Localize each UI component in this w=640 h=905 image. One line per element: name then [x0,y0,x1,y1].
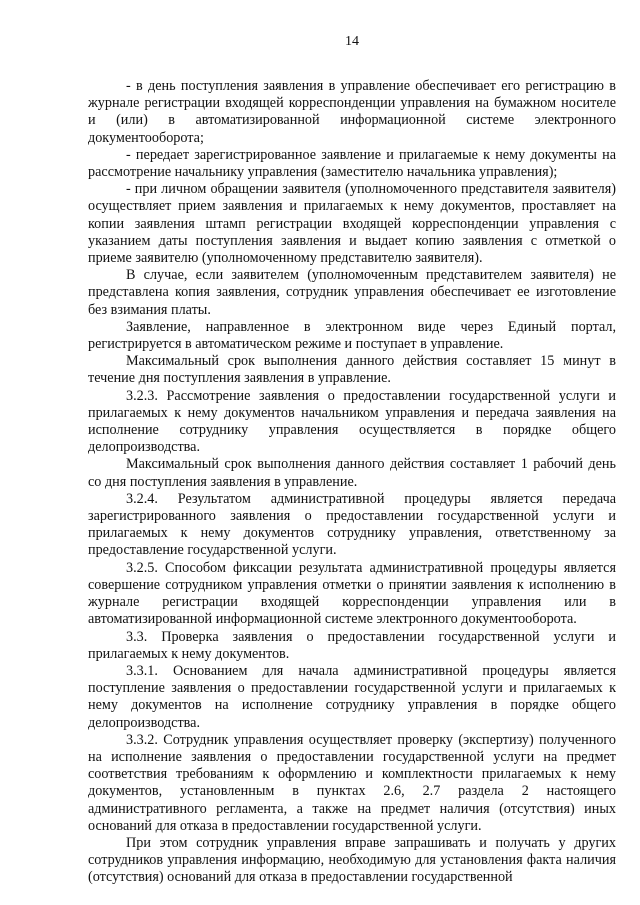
paragraph: Заявление, направленное в электронном виде через Единый портал, регистрируется в автоматическом режиме и поступает в управление. [88,318,616,353]
paragraph: - при личном обращении заявителя (уполномоченного представителя заявителя) осуществляет прием заявления и прилагаемых к нему документов, проставляет на копии заявления штамп регистрации входящей корреспонденции управления с указанием даты поступления заявления и выдает копию заявления с отметкой о приеме заявителю (уполномоченному представителю заявителя). [88,181,616,267]
paragraph: Максимальный срок выполнения данного действия составляет 15 минут в течение дня поступления заявления в управление. [88,353,616,387]
paragraph: 3.2.5. Способом фиксации результата административной процедуры является совершение сотрудником управления отметки о принятии заявления к исполнению в журнале регистрации входящей корреспонденции управления или в автоматизированной информационной системе электронного документооборота. [88,559,616,628]
page-number: 14 [345,34,359,49]
paragraph: В случае, если заявителем (уполномоченным представителем заявителя) не представлена копия заявления, сотрудник управления обеспечивает ее изготовление без взимания платы. [88,267,616,318]
paragraph: 3.2.3. Рассмотрение заявления о предоставлении государственной услуги и прилагаемых к нему документов начальником управления и передача заявления на исполнение сотруднику управления осуществляется в порядке общего делопроизводства. [88,387,616,456]
document-body [88,78,616,887]
paragraph: 3.3.1. Основанием для начала административной процедуры является поступление заявления о предоставлении государственной услуги и прилагаемых к нему документов на исполнение сотруднику управления в порядке общего делопроизводства. [88,662,616,731]
paragraph: 3.2.4. Результатом административной процедуры является передача зарегистрированного заявления о предоставлении государственной услуги и прилагаемых к нему документов сотруднику управления, ответственному за предоставление государственной услуги. [88,490,616,559]
paragraph: - передает зарегистрированное заявление и прилагаемые к нему документы на рассмотрение начальнику управления (заместителю начальника управления); [88,146,616,181]
paragraph: При этом сотрудник управления вправе запрашивать и получать у других сотрудников управления информацию, необходимую для установления факта наличия (отсутствия) оснований для отказа в предоставлении государственной [88,834,616,886]
paragraph: 3.3. Проверка заявления о предоставлении государственной услуги и прилагаемых к нему документов. [88,628,616,662]
paragraph: Максимальный срок выполнения данного действия составляет 1 рабочий день со дня поступления заявления в управление. [88,456,616,490]
paragraph: - в день поступления заявления в управление обеспечивает его регистрацию в журнале регистрации входящей корреспонденции управления на бумажном носителе и (или) в автоматизированной информационной системе электронного документооборота; [88,78,616,146]
paragraph: 3.3.2. Сотрудник управления осуществляет проверку (экспертизу) полученного на исполнение заявления о предоставлении государственной услуги на предмет соответствия требованиям к оформлению и комплектности прилагаемых к нему документов, установленным в пунктах 2.6, 2.7 раздела 2 настоящего административного регламента, а также на предмет наличия (отсутствия) иных оснований для отказа в предоставлении государственной услуги. [88,731,616,834]
